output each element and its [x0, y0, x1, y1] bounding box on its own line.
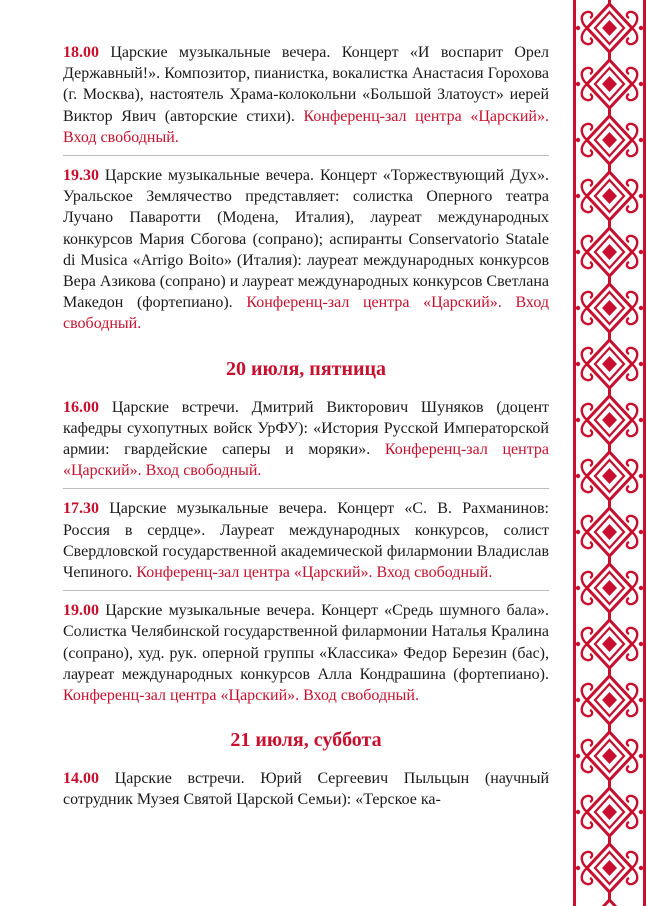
- day-section: [63, 728, 549, 810]
- event-description: Царские музыкальные вечера. Концерт «С. В. Рахманинов: Россия в сердце». Лауреат международных конкурсов, солист Свердловской государственной академической филармонии Владислав Чепиного.: [63, 500, 550, 582]
- event-time: 18.00: [63, 44, 99, 61]
- event-description: Царские музыкальные вечера. Концерт «Торжествующий Дух». Уральское Землячество представляет: солистка Оперного театра Лучано Паваротти (Модена, Италия), лауреат международных конкурсов Мария Сбогова (сопрано); аспиранты Conservatorio Statale di Musica «Arrigo Boito» (Италия): лауреат международных конкурсов Вера Азикова (сопрано) и лауреат международных конкурсов Светлана Македон (фортепиано).: [63, 167, 550, 312]
- slavic-ornament-border-icon: [572, 0, 647, 906]
- event-entry: [63, 165, 549, 335]
- day-section: [63, 42, 549, 335]
- divider: [63, 488, 549, 489]
- event-venue: Конференц-зал центра «Царский». Вход свободный.: [63, 687, 419, 705]
- event-description: Царские музыкальные вечера. Концерт «Средь шумного бала». Солистка Челябинской государственной филармонии Наталья Кралина (сопрано), худ. рук. оперной группы «Классика» Федор Березин (бас), лауреат международных конкурсов Алла Кондрашина (фортепиано).: [63, 602, 549, 683]
- event-description: Царские встречи. Юрий Сергеевич Пыльцын (научный сотрудник Музея Святой Царской Семьи): «Терское ка-: [63, 770, 550, 809]
- day-heading: 20 июля, пятница: [225, 357, 387, 380]
- schedule-content: [63, 42, 549, 811]
- event-venue: Конференц-зал центра «Царский». Вход свободный.: [63, 441, 549, 480]
- event-time: 19.30: [63, 167, 99, 185]
- event-venue: Конференц-зал центра «Царский». Вход свободный.: [136, 564, 493, 582]
- event-entry: [63, 768, 549, 810]
- event-time: 17.30: [63, 500, 99, 518]
- divider: [63, 155, 549, 156]
- event-description: Царские музыкальные вечера. Концерт «И воспарит Орел Державный!». Композитор, пианистка, вокалистка Анастасия Горохова (г. Москва), настоятель Храма-колокольни «Большой Златоуст» иерей Виктор Явич (авторские стихи).: [63, 44, 550, 125]
- event-entry: [63, 397, 549, 482]
- event-time: 19.00: [63, 602, 99, 620]
- event-venue: Конференц-зал центра «Царский». Вход свободный.: [63, 107, 549, 146]
- event-time: 16.00: [63, 398, 99, 416]
- day-section: [63, 357, 549, 707]
- event-entry: [63, 600, 549, 706]
- event-time: 14.00: [63, 770, 99, 788]
- event-description: Царские встречи. Дмитрий Викторович Шуняков (доцент кафедры сухопутных войск УрФУ): «История Русской Императорской армии: гвардейские саперы и моряки».: [63, 398, 550, 459]
- divider: [63, 590, 549, 591]
- event-entry: [63, 42, 549, 148]
- event-entry: [63, 498, 549, 583]
- day-heading: 21 июля, суббота: [230, 729, 382, 752]
- event-venue: Конференц-зал центра «Царский». Вход свободный.: [63, 294, 549, 333]
